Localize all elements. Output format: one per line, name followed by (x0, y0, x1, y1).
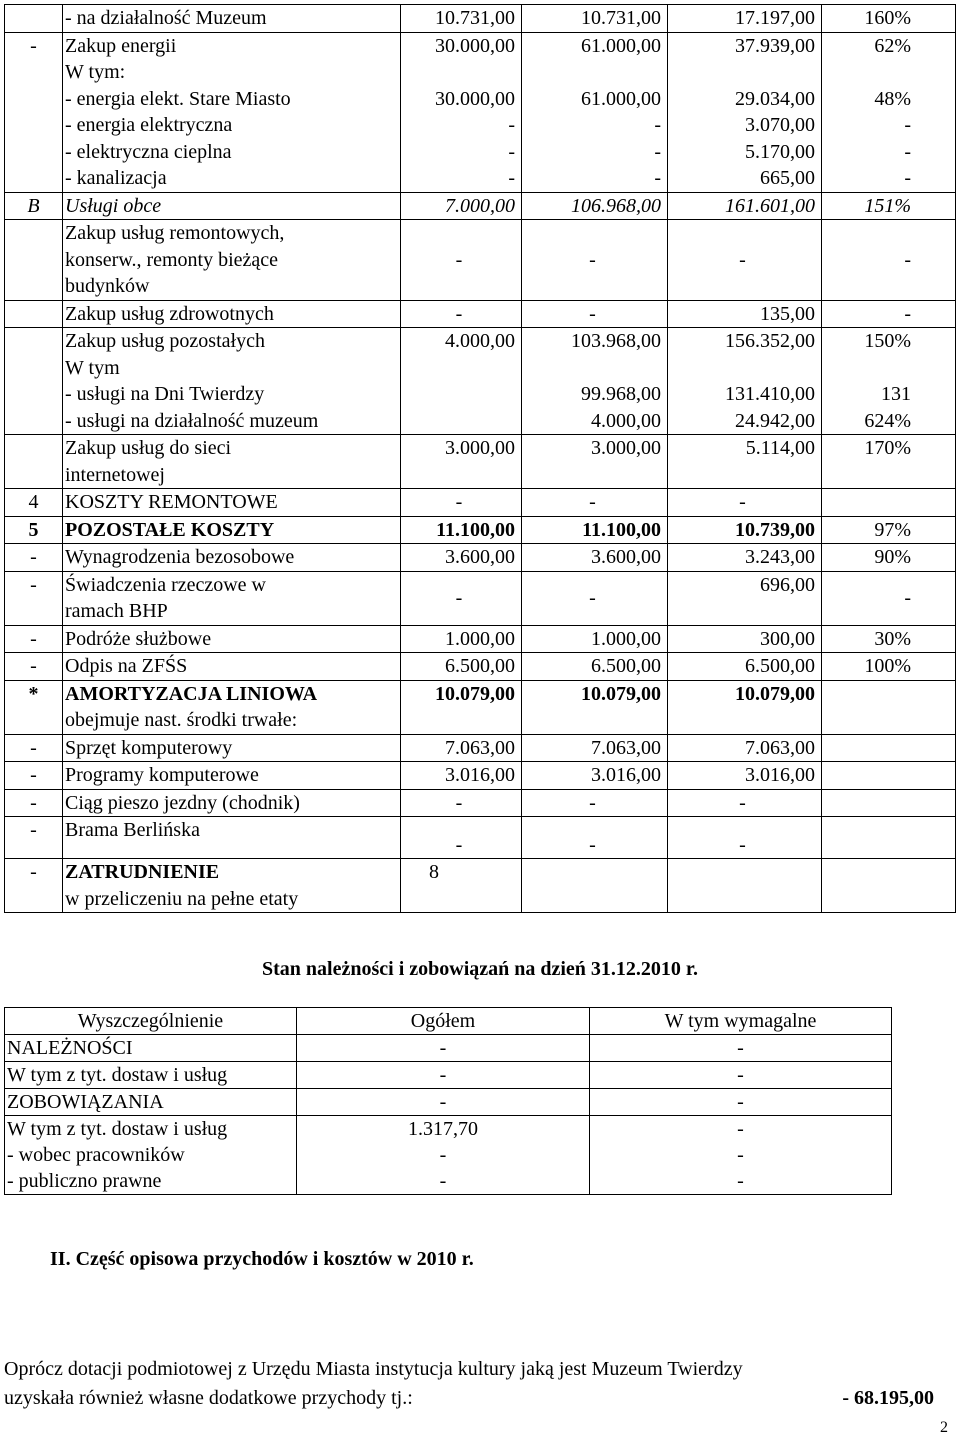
table-row: - Świadczenia rzeczowe w ramach BHP - - 696,00 - (5, 571, 956, 625)
table-row: * AMORTYZACJA LINIOWA obejmuje nast. środki trwałe: 10.079,00 10.079,00 10.079,00 (5, 680, 956, 734)
table-row: - Podróże służbowe 1.000,00 1.000,00 300,00 30% (5, 625, 956, 653)
table-row: Zakup usług remontowych, konserw., remonty bieżące budynków - - - - (5, 220, 956, 301)
table-row: - Sprzęt komputerowy 7.063,00 7.063,00 7.063,00 (5, 734, 956, 762)
table-row: ZOBOWIĄZANIA - - (5, 1089, 892, 1116)
budget-table (4, 4, 956, 913)
table-row: Zakup usług zdrowotnych - - 135,00 - (5, 300, 956, 328)
table-row: W tym z tyt. dostaw i usług - - (5, 1062, 892, 1089)
page-number: 2 (940, 1419, 948, 1436)
income-amount: - 68.195,00 (842, 1387, 934, 1409)
description-paragraph: Oprócz dotacji podmiotowej z Urzędu Miasta instytucja kultury jaką jest Muzeum Twierdzy uzyskała również własne dodatkowe przychody tj.: - 68.195,00 (4, 1355, 939, 1413)
table-row: - Wynagrodzenia bezosobowe 3.600,00 3.600,00 3.243,00 90% (5, 544, 956, 572)
column-header: Ogółem (297, 1008, 590, 1035)
table-row: Zakup usług do sieci internetowej 3.000,00 3.000,00 5.114,00 170% (5, 435, 956, 489)
column-header: W tym wymagalne (590, 1008, 892, 1035)
table-header-row (5, 1008, 892, 1035)
table-row: 4 KOSZTY REMONTOWE - - - (5, 489, 956, 517)
column-header: Wyszczególnienie (5, 1008, 297, 1035)
table-row: W tym z tyt. dostaw i usług - wobec pracowników - publiczno prawne 1.317,70 - - - - - (5, 1116, 892, 1195)
table-row: Zakup usług pozostałych W tym - usługi na Dni Twierdzy - usługi na działalność muzeum 4.000,00 103.968,00 99.968,00 4.000,00 156.352,00 131.410,00 24.942,00 150% 131 624% (5, 328, 956, 435)
table-row: - na działalność Muzeum 10.731,00 10.731,00 17.197,00 160% (5, 5, 956, 33)
table-row: - Odpis na ZFŚS 6.500,00 6.500,00 6.500,00 100% (5, 653, 956, 681)
table-row: - Programy komputerowe 3.016,00 3.016,00 3.016,00 (5, 762, 956, 790)
section-heading: Stan należności i zobowiązań na dzień 31.12.2010 r. (262, 958, 698, 980)
table-row: B Usługi obce 7.000,00 106.968,00 161.601,00 151% (5, 192, 956, 220)
table-row: 5 POZOSTAŁE KOSZTY 11.100,00 11.100,00 10.739,00 97% (5, 516, 956, 544)
receivables-liabilities-table (4, 1007, 892, 1195)
section-title: II. Część opisowa przychodów i kosztów w 2010 r. (50, 1248, 474, 1270)
table-row: - Zakup energii W tym: - energia elekt. Stare Miasto - energia elektryczna - elektryczna cieplna - kanalizacja 30.000,00 30.000,00 - - - 61.000,00 61.000,00 - - - 37.939,00 29.034,00 3.070,00 5.170,00 665,00 62% 48% - - - (5, 32, 956, 192)
table-row: NALEŻNOŚCI - - (5, 1035, 892, 1062)
table-row: - Brama Berlińska - - - (5, 817, 956, 859)
table-row: - ZATRUDNIENIE w przeliczeniu na pełne etaty 8 (5, 859, 956, 913)
table-row: - Ciąg pieszo jezdny (chodnik) - - - (5, 789, 956, 817)
